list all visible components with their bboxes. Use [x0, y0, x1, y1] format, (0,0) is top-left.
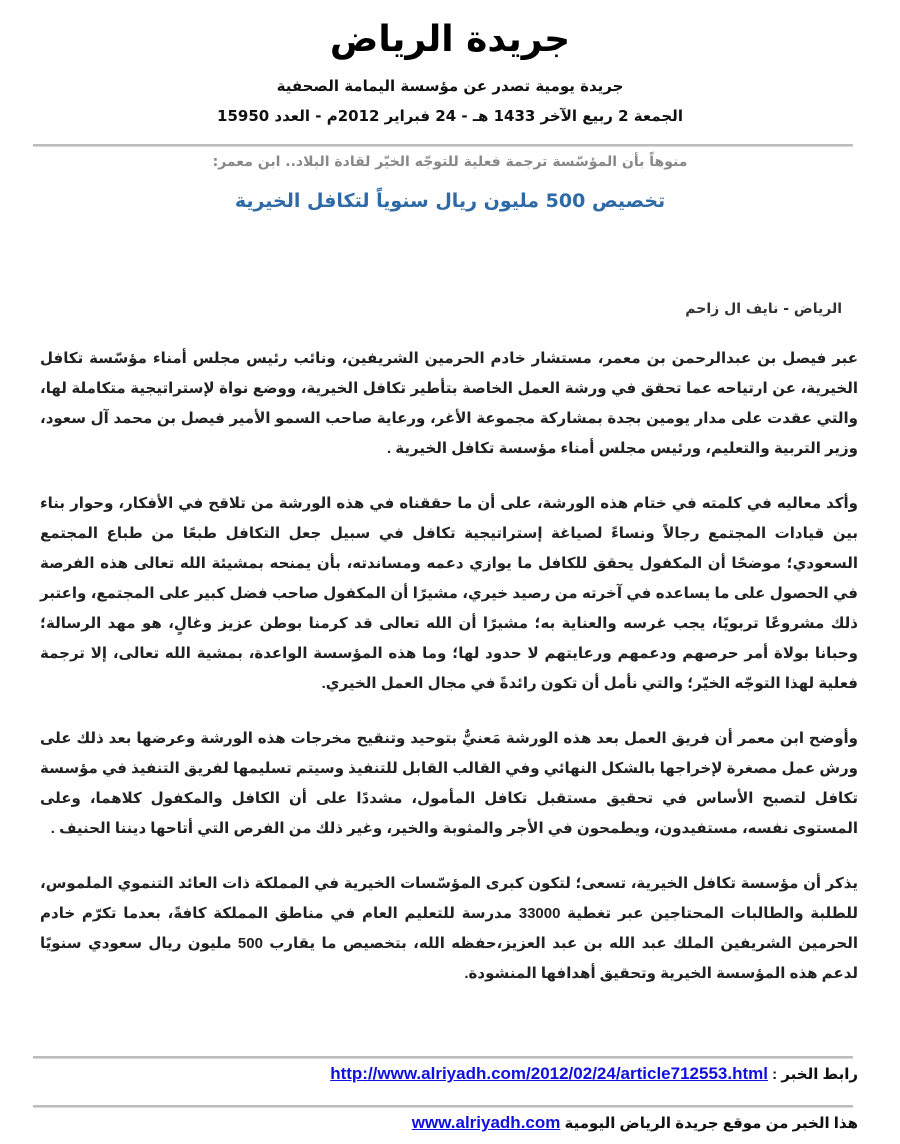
source-label: هذا الخبر من موقع جريدة الرياض اليومية: [564, 1115, 858, 1132]
article-paragraph: وأكد معاليه في كلمته في ختام هذه الورشة، على أن ما حققناه في هذه الورشة من تلاقح في الأفكار، وحوار بناء بين قيادات المجتمع رجالاً ونساءً لصياغة إستراتيجية تكافل في سبيل جعل التكافل طبعًا من طباع المجتمع السعودي؛ موضحًا أن المكفول يحقق للكافل ما يوازي دعمه ومساندته، بأن يمنحه بمشيئة الله تعالى هذه الفرصة في الحصول على ما يساعده في آخرته من رصيد خيري، مشيرًا أن المكفول صاحب فضل كبير على المجتمع، واعتبر ذلك مشروعًا تربويًا، يجب غرسه والعناية به؛ مشيرًا أن الله تعالى قد كرمنا بوطن عزيز وغالٍ، هو مهد الرسالة؛ وحبانا بولاة أمر حرصهم ودعمهم ورعايتهم لا حدود لها؛ وما هذه المؤسسة الواعدة، بمشية الله تعالى، إلا ترجمة فعلية لهذا التوجّه الخيّر؛ والتي نأمل أن تكون رائدةً في مجال العمل الخيري.: [40, 495, 858, 692]
footer-divider-top: [33, 1056, 853, 1059]
article-paragraph: عبر فيصل بن عبدالرحمن بن معمر، مستشار خادم الحرمين الشريفين، ونائب رئيس مجلس أمناء مؤسّسة تكافل الخيرية، عن ارتياحه عما تحقق في ورشة العمل الخاصة بتأطير تكافل الخيرية، ووضع نواة لإستراتيجية متكاملة لها، والتي عقدت على مدار يومين بجدة بمشاركة مجموعة الأغر، ورعاية صاحب السمو الأمير فيصل بن محمد آل سعود، وزير التربية والتعليم، ورئيس مجلس أمناء مؤسسة تكافل الخيرية .: [40, 350, 858, 457]
source-row: [412, 1112, 858, 1135]
article-link[interactable]: http://www.alriyadh.com/2012/02/24/article712553.html: [330, 1064, 768, 1083]
source-site-link[interactable]: www.alriyadh.com: [411, 1113, 561, 1132]
header-divider: [33, 144, 853, 147]
article-kicker: منوهاً بأن المؤسّسة ترجمة فعلية للتوجّه الخيّر لقادة البلاد.. ابن معمر:: [212, 154, 688, 170]
footer-divider-bottom: [33, 1105, 853, 1108]
newspaper-masthead: جريدة الرياض: [329, 19, 571, 60]
article-byline: الرياض - نايف ال زاحم: [685, 301, 842, 317]
article-headline: تخصيص 500 مليون ريال سنوياً لتكافل الخيرية: [234, 190, 666, 212]
issue-dateline: الجمعة 2 ربيع الآخر 1433 هـ - 24 فبراير 2012م - العدد 15950: [217, 107, 683, 125]
article-link-row: [330, 1063, 858, 1086]
article-paragraph: يذكر أن مؤسسة تكافل الخيرية، تسعى؛ لتكون كبرى المؤسّسات الخيرية في المملكة ذات العائد التنموي الملموس، للطلبة والطالبات المحتاجين عبر تغطية 33000 مدرسة للتعليم العام في مناطق المملكة كافةً، بعدما تكرّم خادم الحرمين الشريفين الملك عبد الله بن عبد العزيز،حفظه الله، بتخصيص ما يقارب 500 مليون ريال سعودي سنويًا لدعم هذه المؤسسة الخيرية وتحقيق أهدافها المنشودة.: [40, 875, 858, 982]
article-link-label: رابط الخبر :: [772, 1066, 858, 1083]
article-body: [40, 344, 858, 1014]
newspaper-subtitle: جريدة يومية تصدر عن مؤسسة اليمامة الصحفية: [276, 77, 624, 95]
article-paragraph: وأوضح ابن معمر أن فريق العمل بعد هذه الورشة مَعنيٌّ بتوحيد وتنقيح مخرجات هذه الورشة وعرضها بعد ذلك على ورش عمل مصغرة لإخراجها بالشكل النهائي وفي القالب القابل للتنفيذ وسيتم تسليمها لفريق التنفيذ في مؤسسة تكافل لتصبح الأساس في تحقيق مستقبل تكافل المأمول، مشددًا على أن الكافل والمكفول كلاهما، وعلى المستوى نفسه، مستفيدون، ويطمحون في الأجر والمثوبة والخير، وغير ذلك من الفرص التي أتاحها ديننا الحنيف .: [40, 730, 858, 837]
